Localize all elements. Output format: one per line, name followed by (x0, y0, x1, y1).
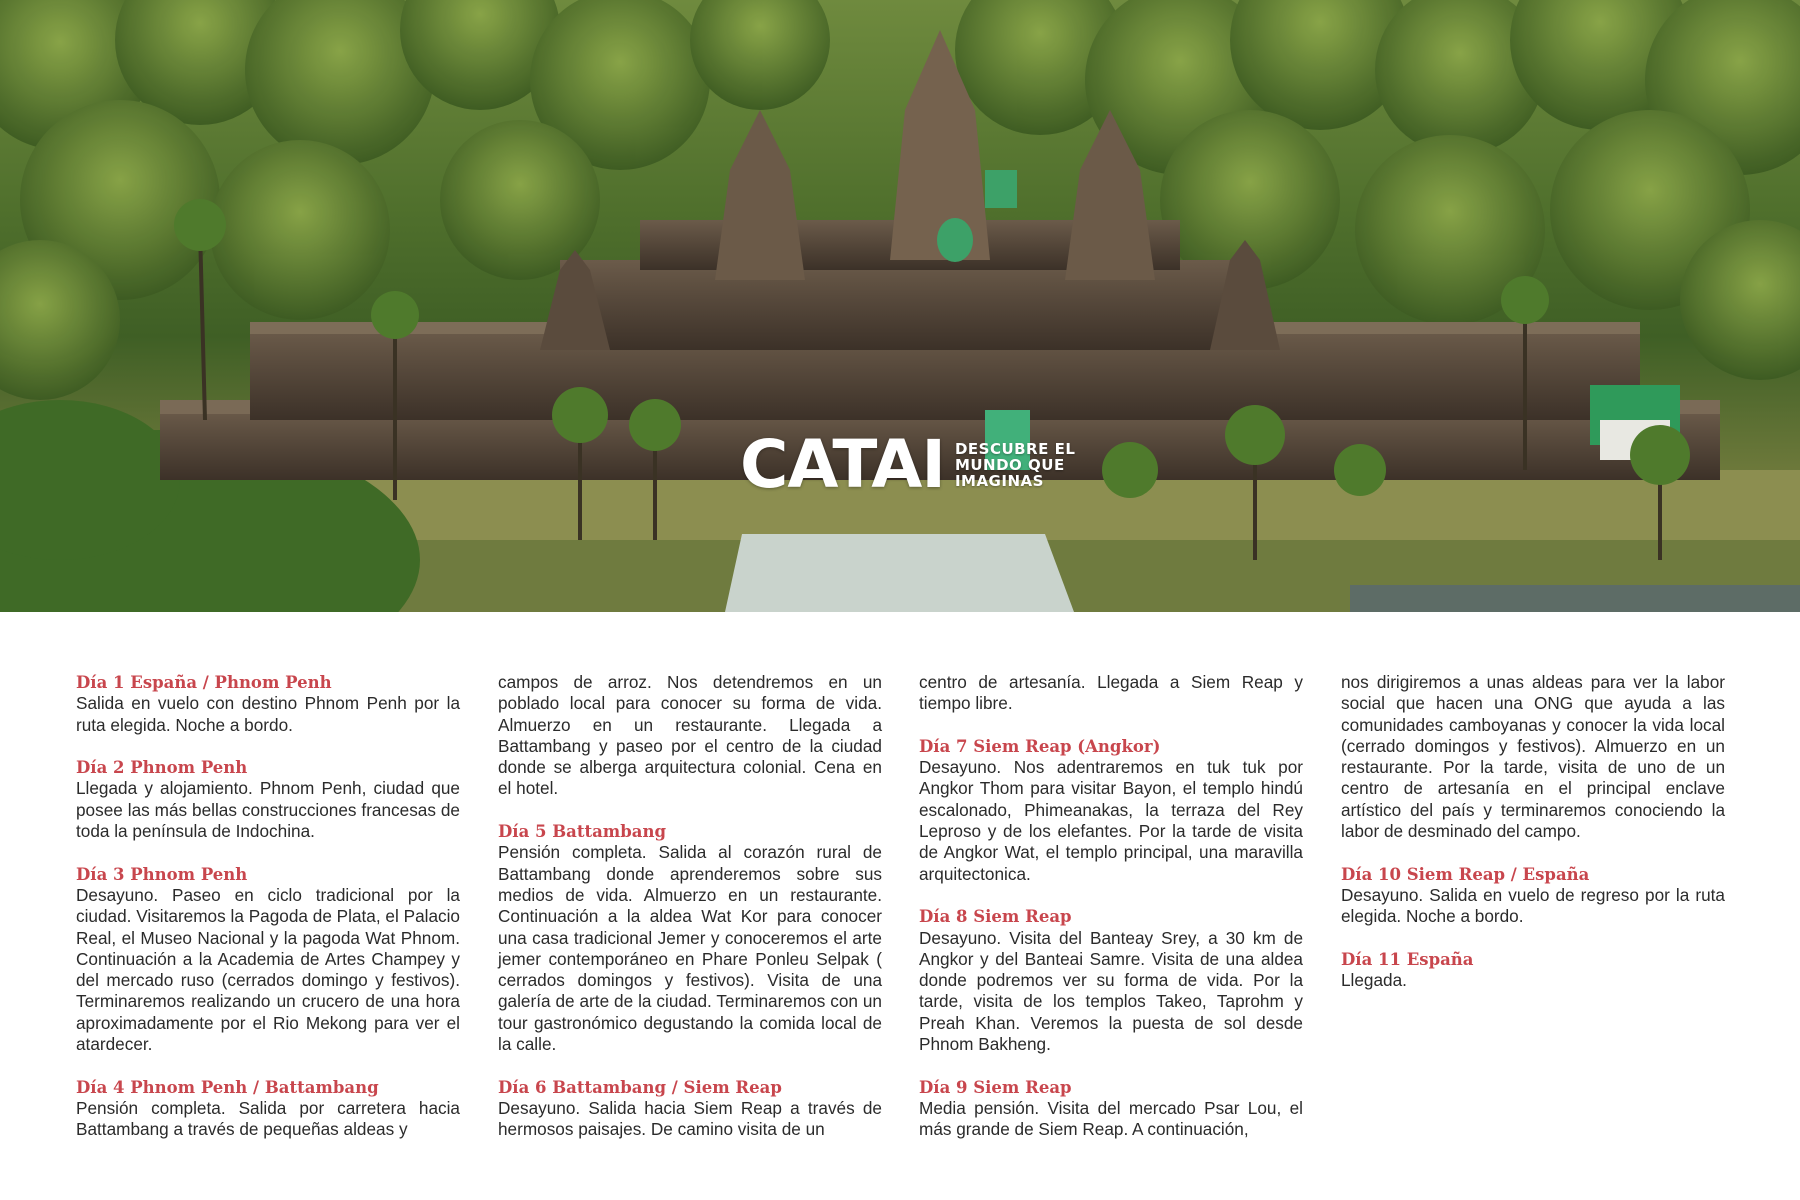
itinerary-day (498, 1077, 882, 1141)
itinerary-column-1 (76, 672, 460, 1162)
logo-tagline-line-3: IMAGINAS (954, 472, 1044, 490)
itinerary-day (1341, 949, 1725, 992)
logo-tagline (955, 441, 1075, 489)
day-title: Día 1 España / Phnom Penh (76, 673, 332, 692)
day-description: Desayuno. Salida hacia Siem Reap a través de hermosos paisajes. De camino visita de un (498, 1097, 882, 1140)
itinerary-day (919, 1077, 1303, 1141)
day-title: Día 10 Siem Reap / España (1341, 864, 1590, 884)
day-description: Pensión completa. Salida por carretera hacia Battambang a través de pequeñas aldeas y (76, 1097, 460, 1140)
day-description: Desayuno. Salida en vuelo de regreso por la ruta elegida. Noche a bordo. (1341, 884, 1725, 927)
day-description: Salida en vuelo con destino Phnom Penh por la ruta elegida. Noche a bordo. (76, 693, 460, 735)
itinerary-day (1341, 864, 1725, 928)
day-description: centro de artesanía. Llegada a Siem Reap y tiempo libre. (919, 672, 1303, 714)
day-title: Día 9 Siem Reap (919, 1077, 1072, 1097)
itinerary-day (76, 757, 460, 842)
day-description: Desayuno. Paseo en ciclo tradicional por la ciudad. Visitaremos la Pagoda de Plata, el Palacio Real, el Museo Nacional y la pagoda Wat Phnom. Continuación a la Academia de Artes Champey y del mercado ruso (cerrados domingo y festivos). Terminaremos realizando un crucero de una hora aproximadamente por el Rio Mekong para ver el atardecer. (76, 884, 460, 1055)
itinerary-day (919, 736, 1303, 885)
itinerary-day (498, 821, 882, 1055)
itinerary-day (919, 672, 1303, 715)
logo-tagline-line-1: DESCUBRE EL (954, 440, 1076, 458)
day-description: Desayuno. Nos adentraremos en tuk tuk por Angkor Thom para visitar Bayon, el templo hindú escalonado, Phimeanakas, la terraza del Rey Leproso y de los elefantes. Por la tarde de visita de Angkor Wat, el templo principal, una maravilla arquitectonica. (919, 757, 1303, 884)
day-title: Día 6 Battambang / Siem Reap (498, 1077, 782, 1097)
itinerary-column-4 (1341, 672, 1725, 1013)
itinerary-day (76, 864, 460, 1056)
day-title: Día 11 España (1341, 949, 1474, 969)
day-description: Desayuno. Visita del Banteay Srey, a 30 km de Angkor y del Banteai Samre. Visita de una aldea donde podremos ver su forma de vida. Por la tarde, visita de los templos Takeo, Taprohm y Preah Khan. Veremos la puesta de sol desde Phnom Bakheng. (919, 927, 1303, 1055)
itinerary-day (76, 672, 460, 736)
logo-tagline-line-2: MUNDO QUE (954, 456, 1065, 474)
day-description: campos de arroz. Nos detendremos en un poblado local para conocer su forma de vida. Almuerzo en un restaurante. Llegada a Battambang y paseo por el centro de la ciudad donde se alberga arquitectura colonial. Cena en el hotel. (498, 672, 882, 799)
itinerary-day (1341, 672, 1725, 842)
day-title: Día 3 Phnom Penh (76, 864, 248, 884)
catai-logo (740, 426, 1076, 503)
itinerary-day (919, 906, 1303, 1055)
itinerary-column-3 (919, 672, 1303, 1162)
day-description: Pensión completa. Salida al corazón rural de Battambang donde aprenderemos sobre sus medios de vida. Almuerzo en un restaurante. Continuación a la aldea Wat Kor para conocer una casa tradicional Jemer y conoceremos el arte jemer contemporáneo en Phare Ponleu Selpak ( cerrados domingos y festivos). Visita de una galería de arte de la ciudad. Terminaremos con un tour gastronómico degustando la comida local de la calle. (498, 842, 882, 1055)
day-title: Día 5 Battambang (498, 822, 667, 842)
itinerary-day (76, 1077, 460, 1141)
day-title: Día 8 Siem Reap (919, 907, 1072, 927)
day-title: Día 2 Phnom Penh (76, 758, 248, 778)
day-title: Día 4 Phnom Penh / Battambang (76, 1077, 379, 1097)
day-description: nos dirigiremos a unas aldeas para ver la labor social que hacen una ONG que ayuda a las comunidades camboyanas y conocer la vida local (cerrado domingos y festivos). Almuerzo en un restaurante. Por la tarde, visita de uno de un centro de artesanía en el principal enclave artístico del país y terminaremos conociendo la labor de desminado del campo. (1341, 672, 1725, 842)
day-title: Día 7 Siem Reap (Angkor) (919, 736, 1161, 756)
itinerary-column-2 (498, 672, 882, 1162)
logo-wordmark: CATAI (740, 426, 945, 503)
day-description: Media pensión. Visita del mercado Psar Lou, el más grande de Siem Reap. A continuación, (919, 1097, 1303, 1140)
itinerary-day (498, 672, 882, 800)
day-description: Llegada y alojamiento. Phnom Penh, ciudad que posee las más bellas construcciones francesas de toda la península de Indochina. (76, 778, 460, 842)
day-description: Llegada. (1341, 970, 1407, 991)
